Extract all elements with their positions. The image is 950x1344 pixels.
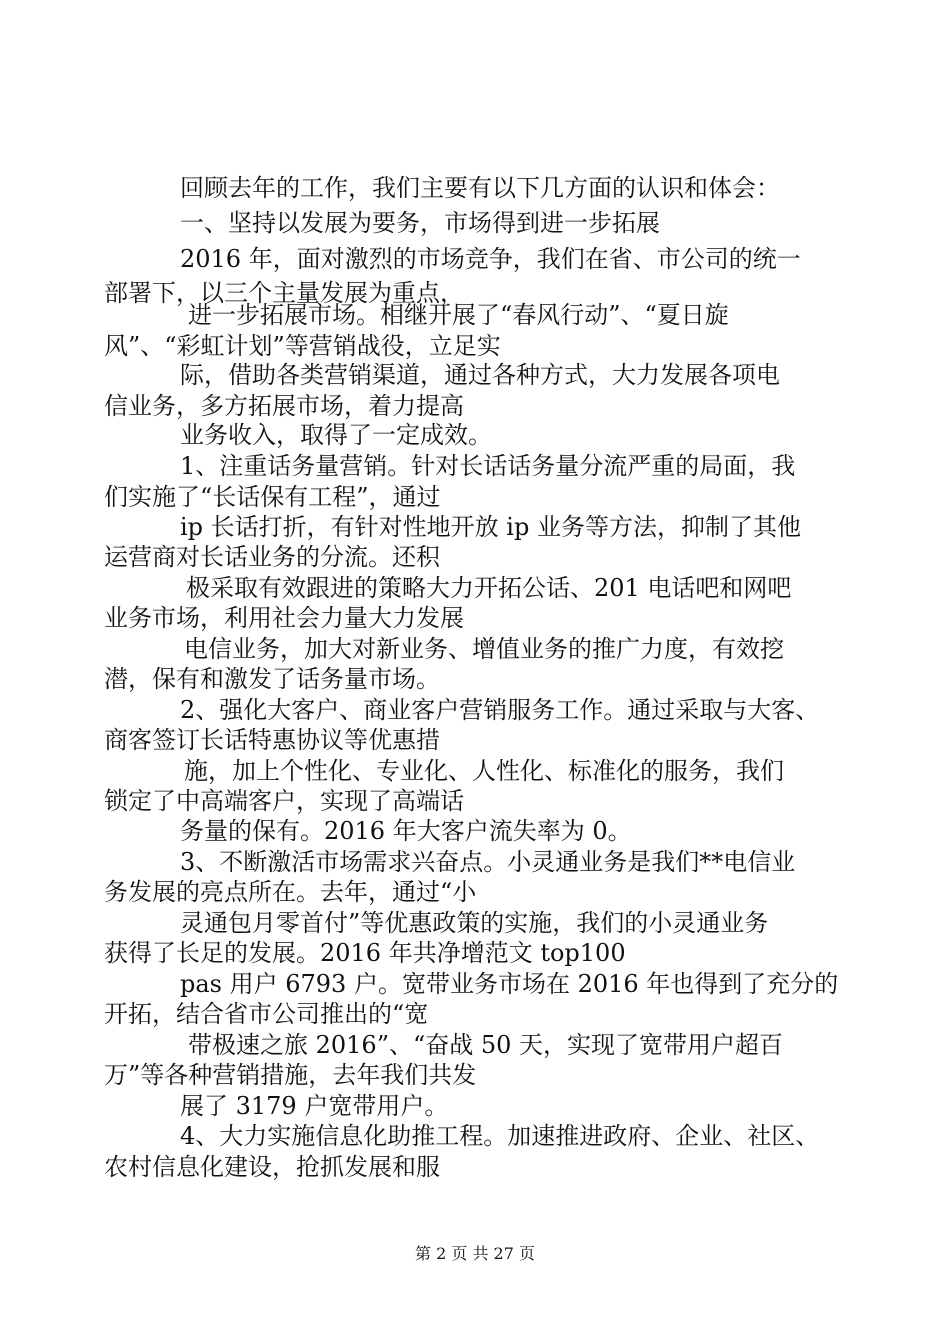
- text-line: 进一步拓展市场。相继开展了“春风行动”、“夏日旋: [188, 301, 729, 329]
- text-line: 开拓，结合省市公司推出的“宽: [104, 1000, 429, 1028]
- text-line: 展了 3179 户宽带用户。: [180, 1092, 449, 1120]
- text-line: 施，加上个性化、专业化、人性化、标准化的服务，我们: [184, 757, 784, 785]
- text-line: 极采取有效跟进的策略大力开拓公话、201 电话吧和网吧: [186, 574, 792, 602]
- text-line: 灵通包月零首付”等优惠政策的实施，我们的小灵通业务: [180, 909, 769, 937]
- text-line: 信业务，多方拓展市场，着力提高: [104, 392, 464, 420]
- text-line: 带极速之旅 2016”、“奋战 50 天，实现了宽带用户超百: [188, 1031, 784, 1059]
- text-line: 部署下，以三个主量发展为重点，: [104, 279, 464, 307]
- text-line: 际，借助各类营销渠道，通过各种方式，大力发展各项电: [180, 361, 780, 389]
- page-number-footer: 第 2 页 共 27 页: [415, 1244, 535, 1263]
- text-line: 运营商对长话业务的分流。还积: [104, 543, 440, 571]
- text-line: pas 用户 6793 户。宽带业务市场在 2016 年也得到了充分的: [180, 970, 839, 998]
- text-line: 务量的保有。2016 年大客户流失率为 0。: [180, 817, 632, 845]
- text-line: 3、不断激活市场需求兴奋点。小灵通业务是我们**电信业: [180, 848, 796, 876]
- section-heading: 一、坚持以发展为要务，市场得到进一步拓展: [180, 209, 660, 237]
- text-line: 业务市场，利用社会力量大力发展: [104, 604, 464, 632]
- text-line: 商客签订长话特惠协议等优惠措: [104, 726, 440, 754]
- text-line: 4、大力实施信息化助推工程。加速推进政府、企业、社区、: [180, 1122, 820, 1150]
- text-line: 回顾去年的工作，我们主要有以下几方面的认识和体会：: [180, 174, 780, 202]
- text-line: ip 长话打折，有针对性地开放 ip 业务等方法，抑制了其他: [180, 513, 801, 541]
- text-line: 获得了长足的发展。2016 年共净增范文 top100: [104, 939, 626, 967]
- text-line: 锁定了中高端客户，实现了高端话: [104, 787, 464, 815]
- text-line: 业务收入，取得了一定成效。: [180, 421, 492, 449]
- text-line: 万”等各种营销措施，去年我们共发: [104, 1061, 477, 1089]
- text-line: 1、注重话务量营销。针对长话话务量分流严重的局面，我: [180, 452, 796, 480]
- text-line: 们实施了“长话保有工程”，通过: [104, 483, 441, 511]
- text-line: 潜，保有和激发了话务量市场。: [104, 665, 440, 693]
- text-line: 2、强化大客户、商业客户营销服务工作。通过采取与大客、: [180, 696, 820, 724]
- text-line: 风”、“彩虹计划”等营销战役，立足实: [104, 332, 501, 360]
- text-line: 2016 年，面对激烈的市场竞争，我们在省、市公司的统一: [180, 245, 801, 273]
- text-line: 电信业务，加大对新业务、增值业务的推广力度，有效挖: [184, 635, 784, 663]
- text-line: 农村信息化建设，抢抓发展和服: [104, 1153, 440, 1181]
- text-line: 务发展的亮点所在。去年，通过“小: [104, 878, 477, 906]
